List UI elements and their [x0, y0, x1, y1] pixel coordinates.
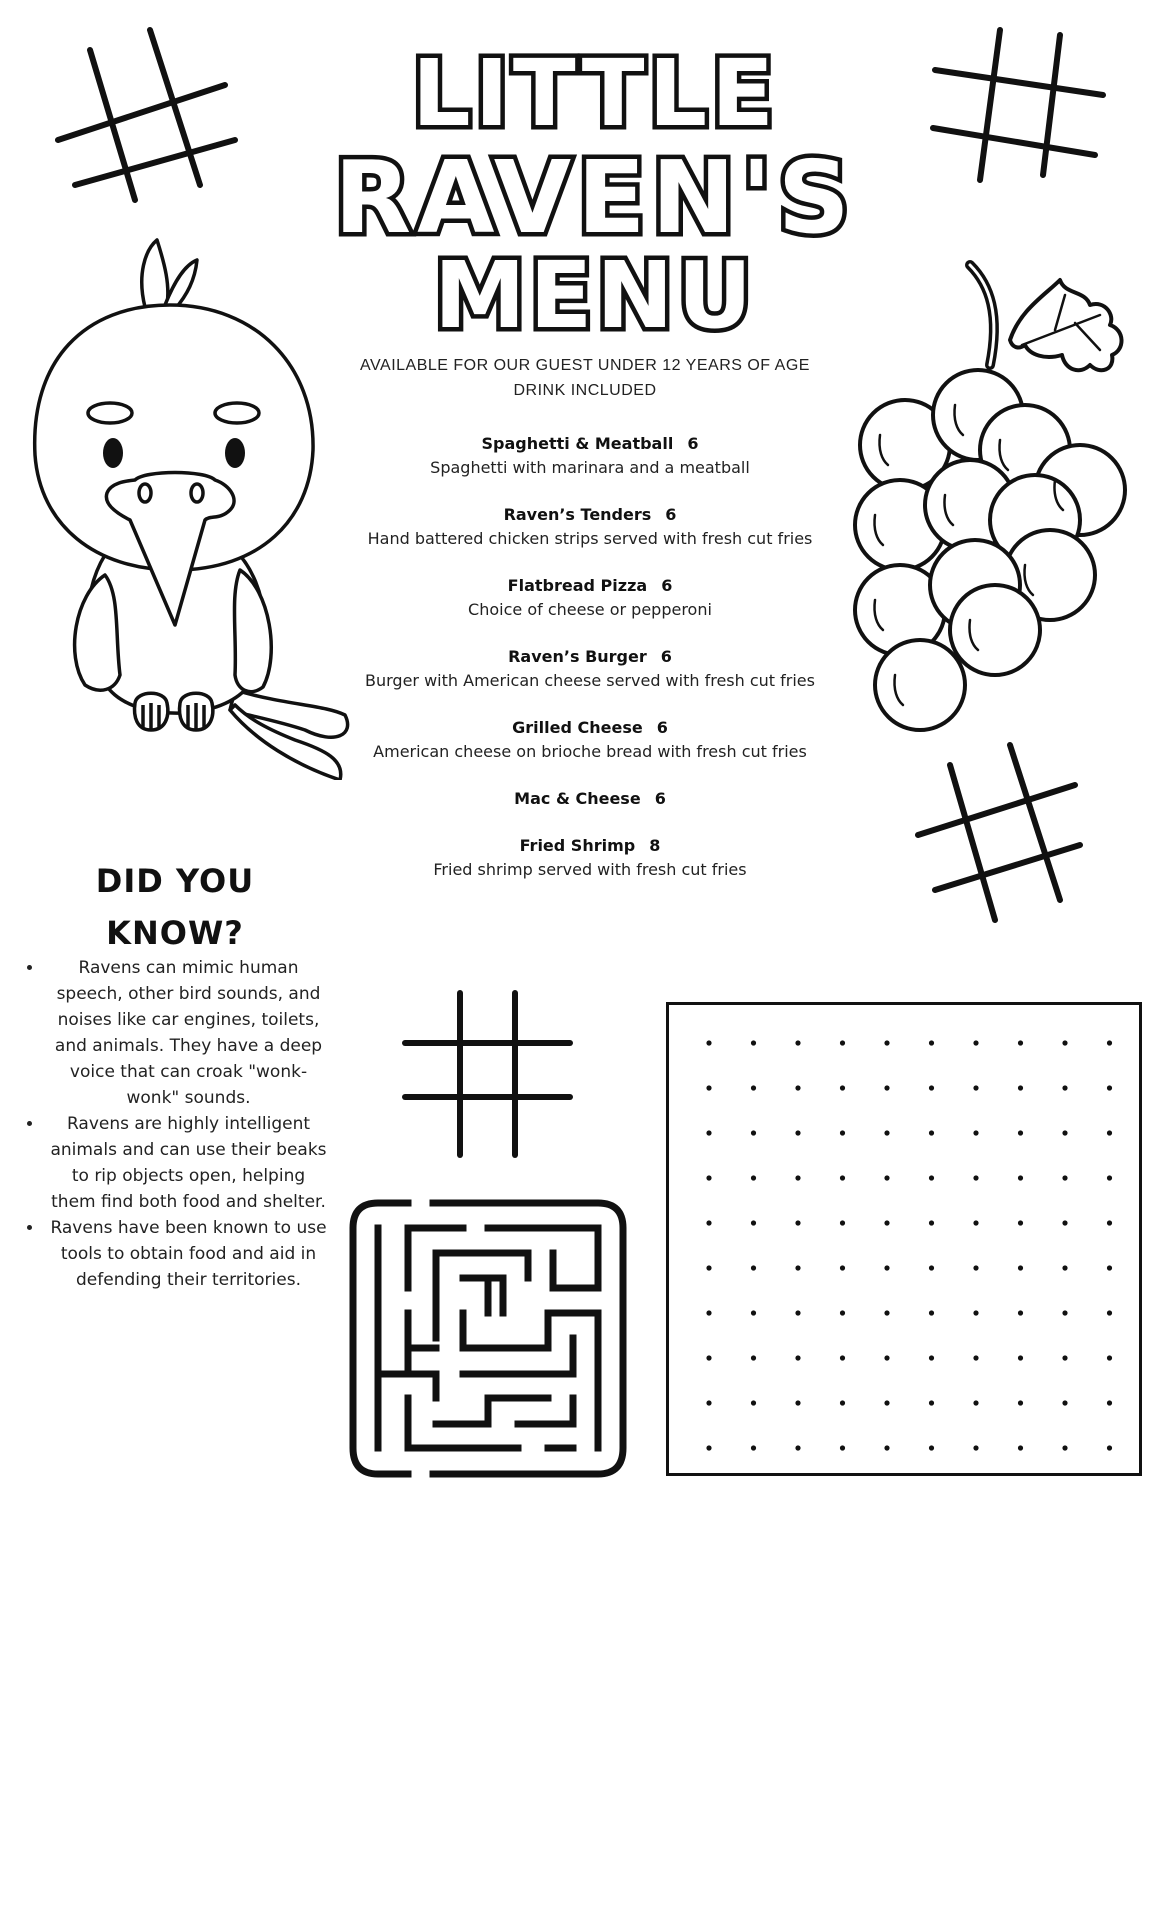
grid-dot[interactable] [706, 1445, 711, 1450]
grid-dot[interactable] [751, 1265, 756, 1270]
item-name: Fried Shrimp [519, 836, 636, 855]
item-price: 8 [649, 836, 661, 855]
grid-dot[interactable] [840, 1400, 845, 1405]
grid-dot[interactable] [1018, 1130, 1023, 1135]
grid-dot[interactable] [706, 1310, 711, 1315]
menu-item-flatbread [320, 574, 860, 622]
grid-dot[interactable] [795, 1040, 800, 1045]
tic-tac-toe-icon[interactable] [925, 20, 1115, 195]
item-price: 6 [656, 718, 668, 737]
grid-dot[interactable] [1018, 1310, 1023, 1315]
grid-dot[interactable] [751, 1130, 756, 1135]
grid-dot[interactable] [973, 1445, 978, 1450]
grid-dot[interactable] [1107, 1310, 1112, 1315]
grid-dot[interactable] [795, 1310, 800, 1315]
grid-dot[interactable] [751, 1040, 756, 1045]
grid-dot[interactable] [1018, 1400, 1023, 1405]
item-price: 6 [654, 789, 666, 808]
grid-dot[interactable] [929, 1130, 934, 1135]
grid-dot[interactable] [929, 1220, 934, 1225]
grid-dot[interactable] [973, 1355, 978, 1360]
grid-dot[interactable] [840, 1220, 845, 1225]
grid-dot[interactable] [840, 1265, 845, 1270]
item-description: Burger with American cheese served with fresh cut fries [365, 671, 815, 690]
grid-dot[interactable] [1107, 1355, 1112, 1360]
grid-dot[interactable] [795, 1130, 800, 1135]
grid-dot[interactable] [884, 1040, 889, 1045]
grid-dot[interactable] [1107, 1220, 1112, 1225]
grid-dot[interactable] [884, 1445, 889, 1450]
item-description: Hand battered chicken strips served with fresh cut fries [367, 529, 813, 548]
grid-dot[interactable] [795, 1175, 800, 1180]
grid-dot[interactable] [840, 1085, 845, 1090]
grid-dot[interactable] [973, 1310, 978, 1315]
grid-dot[interactable] [795, 1445, 800, 1450]
fact-list [30, 955, 329, 1293]
grid-dot[interactable] [884, 1400, 889, 1405]
grid-dot[interactable] [706, 1040, 711, 1045]
grid-dot[interactable] [795, 1400, 800, 1405]
grid-dot[interactable] [840, 1040, 845, 1045]
dot-grid-icon[interactable] [666, 1002, 1142, 1476]
grid-dot[interactable] [706, 1400, 711, 1405]
item-name: Spaghetti & Meatball [481, 434, 674, 453]
grid-dot[interactable] [1107, 1445, 1112, 1450]
grid-dot[interactable] [706, 1265, 711, 1270]
grid-dot[interactable] [884, 1355, 889, 1360]
grid-dot[interactable] [706, 1085, 711, 1090]
grid-dot[interactable] [1062, 1130, 1067, 1135]
item-name: Raven’s Burger [508, 647, 647, 666]
grid-dot[interactable] [751, 1355, 756, 1360]
grid-dot[interactable] [1018, 1265, 1023, 1270]
fact-item: • Ravens have been known to use tools to obtain food and aid in defending their territories. [44, 1215, 329, 1293]
grid-dot[interactable] [884, 1220, 889, 1225]
grid-dot[interactable] [840, 1445, 845, 1450]
grid-dot[interactable] [1062, 1085, 1067, 1090]
grid-dot[interactable] [751, 1310, 756, 1315]
grid-dot[interactable] [1107, 1265, 1112, 1270]
grid-dot[interactable] [795, 1085, 800, 1090]
grid-dot[interactable] [884, 1130, 889, 1135]
menu-item-grilled-cheese [320, 716, 860, 764]
grid-dot[interactable] [795, 1220, 800, 1225]
menu-item-spaghetti [320, 432, 860, 480]
subtitle-age: AVAILABLE FOR OUR GUEST UNDER 12 YEARS OF AGE [360, 357, 810, 374]
item-description: American cheese on brioche bread with fresh cut fries [373, 742, 807, 761]
menu-item-mac-cheese [320, 787, 860, 811]
fact-item: • Ravens can mimic human speech, other bird sounds, and noises like car engines, toilets, and animals. They have a deep voice that can croak "wonk-wonk" sounds. [44, 955, 329, 1111]
grid-dot[interactable] [884, 1265, 889, 1270]
grid-dot[interactable] [929, 1355, 934, 1360]
grid-dot[interactable] [795, 1355, 800, 1360]
grid-dot[interactable] [929, 1265, 934, 1270]
grid-dot[interactable] [706, 1220, 711, 1225]
dot-grid-dots [669, 1005, 1139, 1473]
did-you-know-line2: KNOW? [106, 914, 244, 952]
grid-dot[interactable] [706, 1175, 711, 1180]
grid-dot[interactable] [751, 1400, 756, 1405]
grid-dot[interactable] [1018, 1355, 1023, 1360]
grid-dot[interactable] [973, 1400, 978, 1405]
grid-dot[interactable] [1018, 1040, 1023, 1045]
grid-dot[interactable] [1062, 1040, 1067, 1045]
item-price: 6 [687, 434, 699, 453]
grid-dot[interactable] [751, 1175, 756, 1180]
grid-dot[interactable] [973, 1040, 978, 1045]
grid-dot[interactable] [840, 1175, 845, 1180]
grid-dot[interactable] [1062, 1175, 1067, 1180]
grid-dot[interactable] [840, 1355, 845, 1360]
grid-dot[interactable] [884, 1085, 889, 1090]
item-description: Choice of cheese or pepperoni [468, 600, 712, 619]
grid-dot[interactable] [1018, 1175, 1023, 1180]
grid-dot[interactable] [929, 1310, 934, 1315]
grid-dot[interactable] [706, 1355, 711, 1360]
menu-item-fried-shrimp [320, 834, 860, 882]
grid-dot[interactable] [706, 1130, 711, 1135]
tic-tac-toe-icon[interactable] [910, 740, 1085, 925]
title-line-little: LITTLE [412, 40, 778, 147]
item-price: 6 [661, 576, 673, 595]
raven-illustration [25, 235, 365, 780]
did-you-know-title [50, 855, 300, 959]
fact-item: • Ravens are highly intelligent animals and can use their beaks to rip objects open, helping them find both food and shelter. [44, 1111, 329, 1215]
item-price: 6 [660, 647, 672, 666]
item-description: Fried shrimp served with fresh cut fries [433, 860, 747, 879]
grid-dot[interactable] [929, 1400, 934, 1405]
grid-dot[interactable] [929, 1085, 934, 1090]
grid-dot[interactable] [1062, 1220, 1067, 1225]
grid-dot[interactable] [1018, 1445, 1023, 1450]
item-name: Grilled Cheese [512, 718, 643, 737]
grid-dot[interactable] [751, 1220, 756, 1225]
title-line-menu: MENU [433, 242, 757, 349]
grid-dot[interactable] [751, 1445, 756, 1450]
subtitle-drink: DRINK INCLUDED [513, 382, 657, 399]
grid-dot[interactable] [929, 1040, 934, 1045]
grid-dot[interactable] [973, 1220, 978, 1225]
maze-icon[interactable] [348, 1198, 628, 1480]
grid-dot[interactable] [884, 1310, 889, 1315]
grid-dot[interactable] [973, 1265, 978, 1270]
item-name: Flatbread Pizza [507, 576, 648, 595]
menu-list [320, 432, 860, 905]
grid-dot[interactable] [1062, 1310, 1067, 1315]
grid-dot[interactable] [751, 1085, 756, 1090]
grid-dot[interactable] [1107, 1400, 1112, 1405]
menu-item-burger [320, 645, 860, 693]
grid-dot[interactable] [1062, 1355, 1067, 1360]
item-name: Mac & Cheese [514, 789, 641, 808]
menu-item-tenders [320, 503, 860, 551]
grid-dot[interactable] [1107, 1040, 1112, 1045]
item-name: Raven’s Tenders [503, 505, 652, 524]
grid-dot[interactable] [884, 1175, 889, 1180]
grid-dot[interactable] [1062, 1265, 1067, 1270]
item-price: 6 [665, 505, 677, 524]
grapes-illustration [850, 255, 1160, 735]
grid-dot[interactable] [973, 1085, 978, 1090]
grid-dot[interactable] [840, 1310, 845, 1315]
menu-title [270, 40, 920, 350]
did-you-know-line1: DID YOU [95, 862, 255, 900]
grid-dot[interactable] [1062, 1400, 1067, 1405]
grid-dot[interactable] [973, 1130, 978, 1135]
title-line-ravens: RAVEN'S [334, 139, 856, 256]
grid-dot[interactable] [1107, 1085, 1112, 1090]
grid-dot[interactable] [1018, 1220, 1023, 1225]
grid-dot[interactable] [1018, 1085, 1023, 1090]
tic-tac-toe-icon[interactable] [50, 25, 240, 210]
grid-dot[interactable] [929, 1175, 934, 1180]
grid-dot[interactable] [1107, 1175, 1112, 1180]
tic-tac-toe-icon[interactable] [400, 985, 575, 1160]
grid-dot[interactable] [1062, 1445, 1067, 1450]
grid-dot[interactable] [929, 1445, 934, 1450]
grid-dot[interactable] [840, 1130, 845, 1135]
item-description: Spaghetti with marinara and a meatball [430, 458, 750, 477]
grid-dot[interactable] [795, 1265, 800, 1270]
grid-dot[interactable] [1107, 1130, 1112, 1135]
grid-dot[interactable] [973, 1175, 978, 1180]
